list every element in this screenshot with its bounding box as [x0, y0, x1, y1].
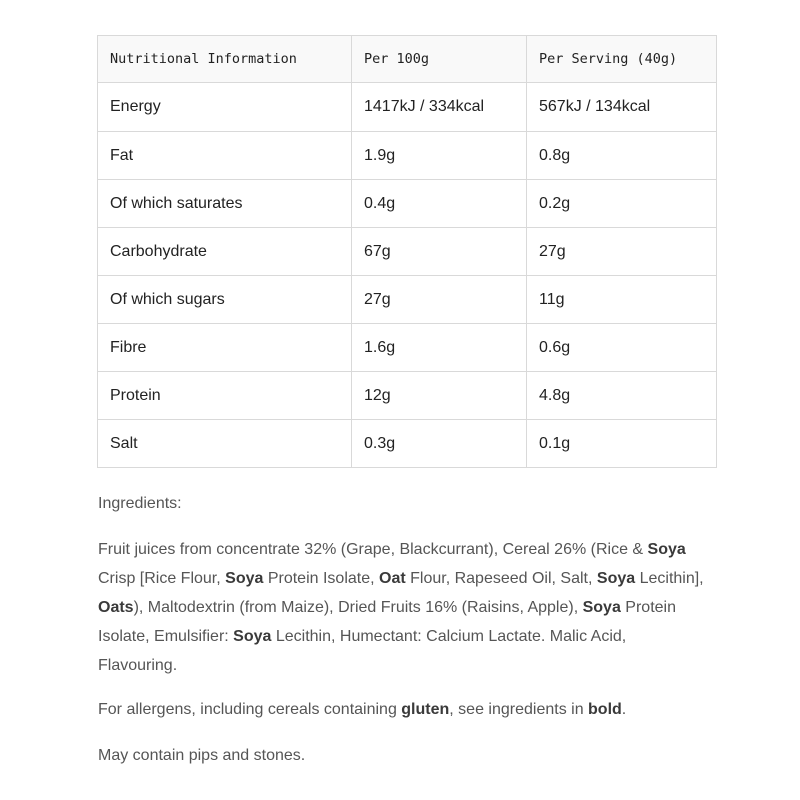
- nutrient-name: Carbohydrate: [98, 228, 352, 276]
- header-per-serving: Per Serving (40g): [527, 36, 717, 83]
- ingredients-list: [98, 535, 708, 680]
- table-row: [98, 276, 717, 324]
- text-segment: For allergens, including cereals containing: [98, 701, 402, 718]
- nutrient-name: Protein: [98, 372, 352, 420]
- bold-allergen-text: Soya: [233, 628, 272, 645]
- bold-allergen-text: Soya: [225, 570, 264, 587]
- text-segment: Protein Isolate,: [263, 570, 380, 587]
- nutrient-name: Of which sugars: [98, 276, 352, 324]
- per-100g-value: 12g: [352, 372, 527, 420]
- per-100g-value: 1.9g: [352, 132, 527, 180]
- table-row: [98, 228, 717, 276]
- bold-allergen-text: Soya: [596, 570, 636, 587]
- nutrient-name: Fat: [98, 132, 352, 180]
- per-serving-value: 0.6g: [527, 324, 717, 372]
- table-row: [98, 83, 717, 132]
- per-100g-value: 27g: [352, 276, 527, 324]
- text-segment: , see ingredients in: [449, 701, 589, 718]
- nutrition-table: [97, 35, 717, 468]
- ingredients-text: [98, 535, 708, 680]
- nutrient-name: Salt: [98, 420, 352, 468]
- table-row: [98, 420, 717, 468]
- per-100g-value: 1417kJ / 334kcal: [352, 83, 527, 132]
- per-serving-value: 0.2g: [527, 180, 717, 228]
- per-serving-value: 27g: [527, 228, 717, 276]
- header-nutritional-information: Nutritional Information: [98, 36, 352, 83]
- per-100g-value: 67g: [352, 228, 527, 276]
- table-row: [98, 372, 717, 420]
- text-segment: Lecithin],: [635, 570, 704, 587]
- allergen-note-text: [98, 695, 708, 724]
- table-row: [98, 132, 717, 180]
- nutrient-name: Energy: [98, 83, 352, 132]
- per-100g-value: 0.3g: [352, 420, 527, 468]
- per-serving-value: 11g: [527, 276, 717, 324]
- ingredients-heading: Ingredients:: [98, 495, 182, 512]
- per-100g-value: 1.6g: [352, 324, 527, 372]
- per-serving-value: 0.8g: [527, 132, 717, 180]
- text-segment: Fruit juices from concentrate 32% (Grape, Blackcurrant), Cereal 26% (Rice &: [98, 541, 648, 558]
- per-serving-value: 567kJ / 134kcal: [527, 83, 717, 132]
- bold-allergen-text: Soya: [582, 599, 621, 616]
- table-row: [98, 180, 717, 228]
- per-serving-value: 0.1g: [527, 420, 717, 468]
- nutrient-name: Of which saturates: [98, 180, 352, 228]
- nutrient-name: Fibre: [98, 324, 352, 372]
- per-serving-value: 4.8g: [527, 372, 717, 420]
- text-segment: ), Maltodextrin (from Maize), Dried Fruits 16% (Raisins, Apple),: [133, 599, 583, 616]
- bold-allergen-text: Soya: [647, 541, 686, 558]
- pips-note: May contain pips and stones.: [98, 747, 306, 764]
- bold-allergen-text: gluten: [401, 701, 450, 718]
- allergen-note: [98, 695, 708, 724]
- text-segment: .: [621, 701, 627, 718]
- bold-allergen-text: Oats: [98, 599, 134, 616]
- table-row: [98, 324, 717, 372]
- table-header-row: [98, 36, 717, 83]
- bold-allergen-text: Oat: [379, 570, 406, 587]
- text-segment: Lecithin, Humectant: Calcium Lactate. Malic Acid, Flavouring.: [98, 628, 627, 674]
- bold-allergen-text: bold: [588, 701, 622, 718]
- header-per-100g: Per 100g: [352, 36, 527, 83]
- text-segment: Crisp [Rice Flour,: [98, 570, 226, 587]
- text-segment: Protein Isolate, Emulsifier:: [98, 599, 676, 645]
- per-100g-value: 0.4g: [352, 180, 527, 228]
- text-segment: Flour, Rapeseed Oil, Salt,: [405, 570, 597, 587]
